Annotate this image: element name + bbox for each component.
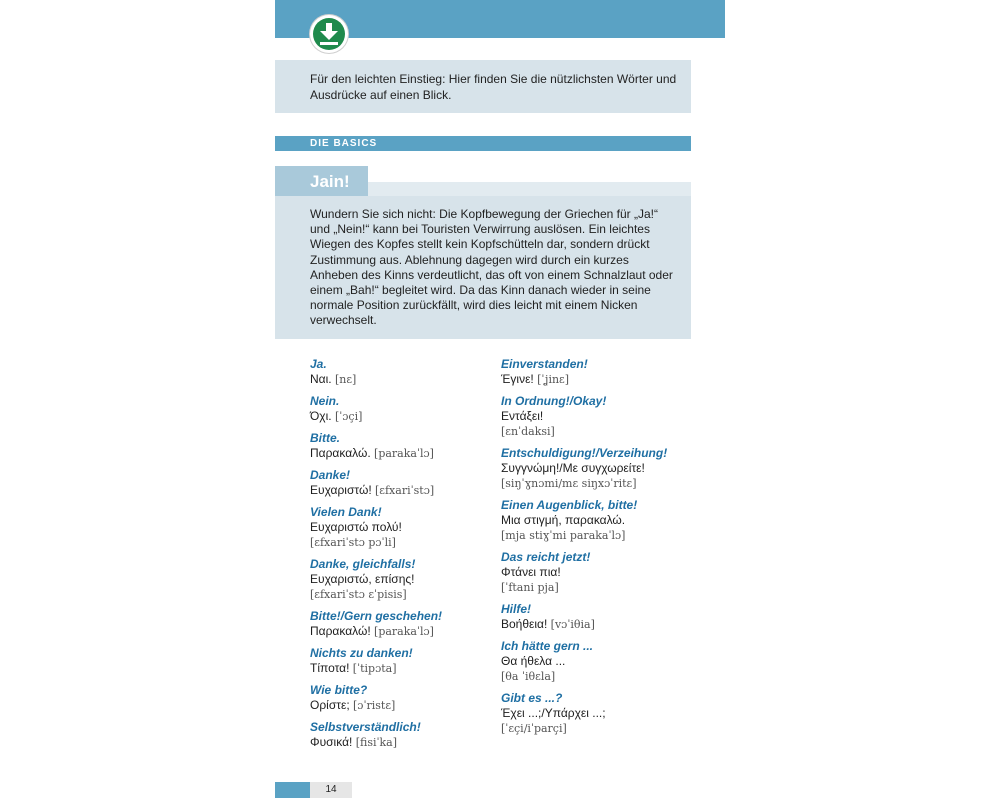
phrase-greek-line <box>310 661 500 676</box>
info-box <box>275 196 691 339</box>
phrase-greek: Ορίστε; <box>310 698 350 712</box>
phrase-item <box>310 720 500 750</box>
phrase-pronunciation: [ˈʝinɛ] <box>537 373 570 386</box>
phrase-greek-line <box>310 698 500 713</box>
phrase-item <box>501 550 691 595</box>
phrase-item <box>310 646 500 676</box>
phrase-greek-line <box>310 446 500 461</box>
phrase-german: Wie bitte? <box>310 683 368 697</box>
phrase-pronunciation: [θa ˈiθɛla] <box>501 670 556 683</box>
phrase-item <box>501 446 691 491</box>
phrase-greek-line <box>310 372 500 387</box>
phrase-german: Gibt es ...? <box>501 691 563 705</box>
phrase-pronunciation: [vɔˈiθia] <box>550 618 595 631</box>
phrase-item <box>310 505 500 550</box>
phrase-pronunciation: [siŋˈɣnɔmi/mɛ siŋxɔˈritɛ] <box>501 477 637 490</box>
footer-page-box <box>310 782 352 798</box>
phrase-greek-line <box>501 461 691 476</box>
phrase-german: Nein. <box>310 394 340 408</box>
phrase-pronunciation: [ɛfxariˈstɔ] <box>375 484 435 497</box>
phrase-item <box>501 357 691 387</box>
phrase-german: Nichts zu danken! <box>310 646 413 660</box>
phrase-greek-line <box>310 572 500 587</box>
phrase-item <box>501 639 691 684</box>
phrase-pronunciation: [parakaˈlɔ] <box>374 625 434 638</box>
info-text: Wundern Sie sich nicht: Die Kopfbewegung der Griechen für „Ja!“ und „Nein!“ kann bei Touristen Verwirrung auslösen. Ein leichtes Wiegen des Kopfes stellt kein Kopfschütteln dar, sondern drückt Zustimmung aus. Ablehnung dagegen wird durch ein kurzes Anheben des Kinns verdeutlicht, das oft von einem Schnalzlaut oder einem „Bah!“ begleitet wird. Da das Kinn danach wieder in seine normale Position zurückfällt, wird dies leicht mit einem Nicken verwechselt. <box>310 207 673 328</box>
info-box-top-strip <box>368 182 691 196</box>
phrase-german: Bitte!/Gern geschehen! <box>310 609 443 623</box>
phrase-item <box>310 683 500 713</box>
phrase-column-right <box>501 357 691 743</box>
phrase-greek: Έχει ...;/Υπάρχει ...; <box>501 706 606 720</box>
info-box-tab <box>275 166 368 196</box>
phrase-german: Entschuldigung!/Verzeihung! <box>501 446 668 460</box>
phrase-item <box>501 498 691 543</box>
phrase-pronunciation: [ɛnˈdaksi] <box>501 425 555 438</box>
phrase-item <box>501 602 691 632</box>
phrase-pronunciation: [fisiˈka] <box>355 736 398 749</box>
phrase-german: In Ordnung!/Okay! <box>501 394 607 408</box>
phrase-greek: Ναι. <box>310 372 332 386</box>
phrase-pronunciation: [mja stiɣˈmi parakaˈlɔ] <box>501 529 626 542</box>
phrase-pronunciation: [ˈɛçi/iˈparçi] <box>501 722 567 735</box>
phrase-german: Ich hätte gern ... <box>501 639 594 653</box>
phrase-item <box>310 557 500 602</box>
intro-text: Für den leichten Einstieg: Hier finden Sie die nützlichsten Wörter und Ausdrücke auf einen Blick. <box>310 72 677 102</box>
phrase-greek: Συγγνώμη!/Με συγχωρείτε! <box>501 461 645 475</box>
phrase-greek: Ευχαριστώ! <box>310 483 372 497</box>
phrase-german: Danke! <box>310 468 351 482</box>
phrase-greek-line <box>310 409 500 424</box>
phrase-pronunciation: [ɔˈristɛ] <box>353 699 396 712</box>
section-title: DIE BASICS <box>310 138 378 149</box>
section-header <box>275 136 691 151</box>
phrase-item <box>501 691 691 736</box>
phrase-pronunciation: [ɛfxariˈstɔ ɛˈpisis] <box>310 588 407 601</box>
phrase-item <box>310 468 500 498</box>
phrase-german: Einen Augenblick, bitte! <box>501 498 638 512</box>
page-number: 14 <box>325 784 337 795</box>
phrase-german: Vielen Dank! <box>310 505 382 519</box>
download-icon[interactable] <box>310 15 348 53</box>
phrase-greek: Παρακαλώ! <box>310 624 371 638</box>
phrase-greek-line <box>501 409 691 424</box>
phrase-pronunciation: [parakaˈlɔ] <box>374 447 434 460</box>
phrase-greek: Έγινε! <box>501 372 534 386</box>
phrase-greek: Εντάξει! <box>501 409 544 423</box>
phrase-german: Einverstanden! <box>501 357 588 371</box>
phrase-greek: Ευχαριστώ πολύ! <box>310 520 402 534</box>
phrase-greek-line <box>501 706 691 721</box>
phrase-item <box>310 431 500 461</box>
phrase-greek-line <box>501 565 691 580</box>
phrase-pronunciation: [ˈɔçi] <box>334 410 363 423</box>
phrase-german: Danke, gleichfalls! <box>310 557 416 571</box>
phrase-greek: Τίποτα! <box>310 661 350 675</box>
phrase-greek: Όχι. <box>310 409 332 423</box>
phrase-greek-line <box>310 520 500 535</box>
phrase-german: Ja. <box>310 357 327 371</box>
phrase-greek-line <box>310 483 500 498</box>
phrase-item <box>310 394 500 424</box>
phrase-item <box>310 357 500 387</box>
phrase-greek: Φυσικά! <box>310 735 353 749</box>
phrase-greek: Μια στιγμή, παρακαλώ. <box>501 513 626 527</box>
phrase-pronunciation: [ɛfxariˈstɔ pɔˈli] <box>310 536 396 549</box>
phrase-greek-line <box>501 372 691 387</box>
phrase-greek: Φτάνει πια! <box>501 565 561 579</box>
phrase-greek-line <box>501 654 691 669</box>
phrase-german: Das reicht jetzt! <box>501 550 591 564</box>
phrase-greek-line <box>501 617 691 632</box>
phrase-german: Selbstverständlich! <box>310 720 421 734</box>
phrase-greek: Ευχαριστώ, επίσης! <box>310 572 415 586</box>
info-title: Jain! <box>310 172 350 191</box>
phrase-greek-line <box>310 624 500 639</box>
phrase-german: Hilfe! <box>501 602 531 616</box>
phrase-pronunciation: [ˈftani pja] <box>501 581 559 594</box>
phrase-pronunciation: [nɛ] <box>334 373 357 386</box>
footer-accent-bar <box>275 782 310 798</box>
phrase-column-left <box>310 357 500 757</box>
phrase-item <box>501 394 691 439</box>
intro-box <box>275 60 691 113</box>
phrase-item <box>310 609 500 639</box>
phrase-german: Bitte. <box>310 431 340 445</box>
download-arrow-icon <box>317 21 341 47</box>
phrase-greek: Θα ήθελα ... <box>501 654 566 668</box>
phrase-pronunciation: [ˈtipɔta] <box>352 662 397 675</box>
phrase-greek: Βοήθεια! <box>501 617 548 631</box>
phrase-greek-line <box>310 735 500 750</box>
phrase-greek-line <box>501 513 691 528</box>
phrase-greek: Παρακαλώ. <box>310 446 371 460</box>
